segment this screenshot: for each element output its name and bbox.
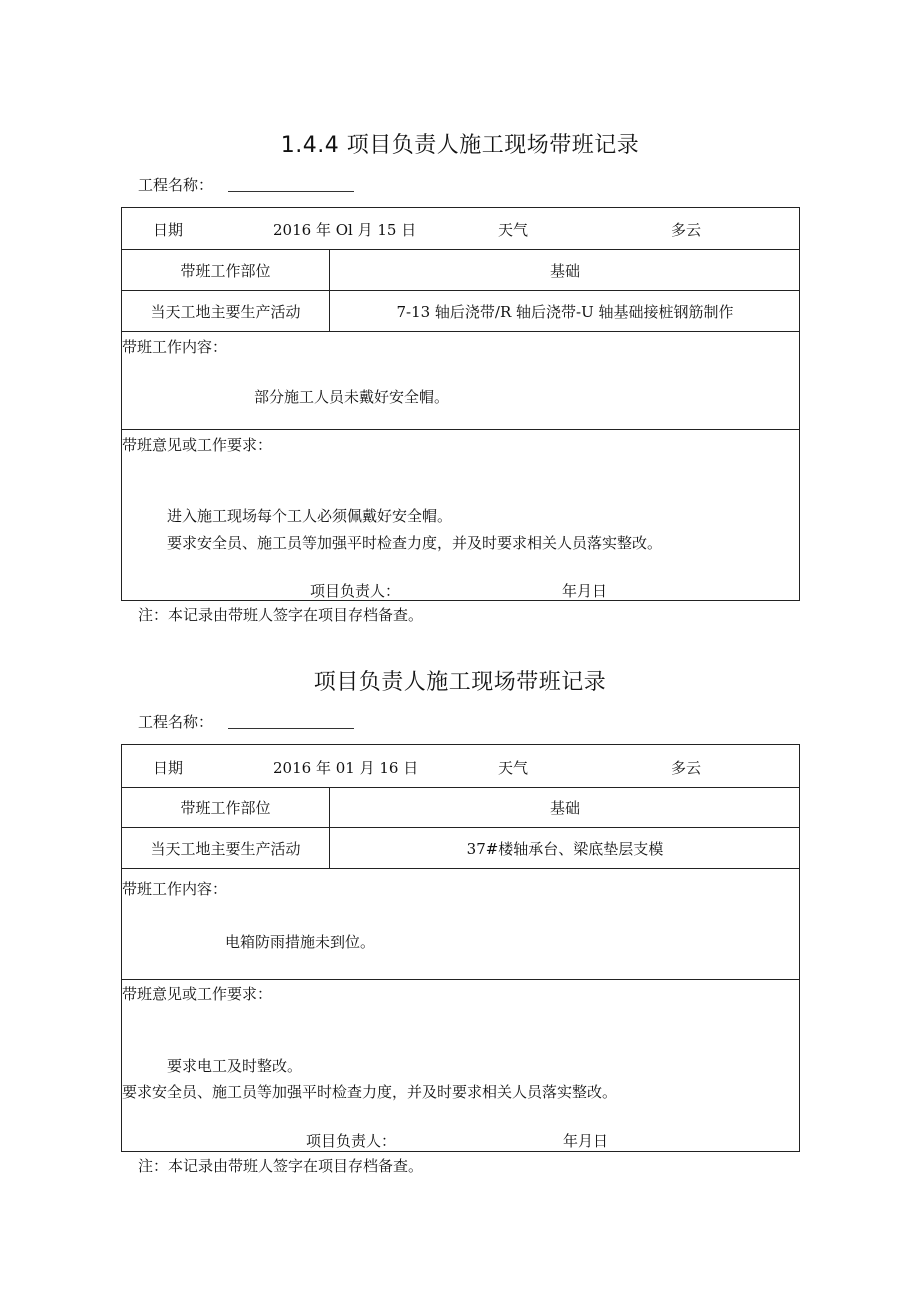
- page-title: 1.4.4 项目负责人施工现场带班记录: [280, 133, 640, 158]
- page-title: 项目负责人施工现场带班记录: [313, 670, 607, 695]
- project-name-label: 工程名称：: [138, 713, 214, 731]
- weather-label: 天气: [498, 221, 529, 239]
- content-label: 带班工作内容：: [122, 880, 228, 898]
- table-rule: [122, 827, 799, 828]
- weather-value: 多云: [671, 759, 702, 777]
- work-part-value: 基础: [549, 262, 580, 280]
- content-label: 带班工作内容：: [122, 338, 228, 356]
- content-text: 电箱防雨措施未到位。: [225, 933, 376, 951]
- date-label: 日期: [153, 759, 184, 777]
- table-rule: [122, 290, 799, 291]
- sign-date-label: 年月日: [563, 1132, 609, 1150]
- work-part-label: 带班工作部位: [180, 262, 271, 280]
- opinion-line-1: 进入施工现场每个工人必须佩戴好安全帽。: [167, 507, 453, 525]
- record-table: [121, 744, 800, 1152]
- work-part-label: 带班工作部位: [180, 799, 271, 817]
- weather-label: 天气: [498, 759, 529, 777]
- table-rule: [122, 429, 799, 430]
- opinion-line-2: 要求安全员、施工员等加强平时检查力度，并及时要求相关人员落实整改。: [122, 1083, 618, 1101]
- sign-date-label: 年月日: [562, 582, 608, 600]
- date-label: 日期: [153, 221, 184, 239]
- activity-value: 7-13 轴后浇带/R 轴后浇带-U 轴基础接桩钢筋制作: [396, 303, 734, 321]
- activity-value: 37#楼轴承台、梁底垫层支模: [466, 840, 664, 858]
- responsible-label: 项目负责人：: [306, 1132, 397, 1150]
- date-value: 2016 年 Ol 月 15 日: [273, 221, 417, 239]
- footnote: 注：本记录由带班人签字在项目存档备查。: [138, 606, 424, 624]
- footnote: 注：本记录由带班人签字在项目存档备查。: [138, 1157, 424, 1175]
- content-text: 部分施工人员未戴好安全帽。: [254, 388, 450, 406]
- table-rule: [122, 331, 799, 332]
- activity-label: 当天工地主要生产活动: [150, 303, 301, 321]
- opinion-line-2: 要求安全员、施工员等加强平时检查力度，并及时要求相关人员落实整改。: [167, 534, 663, 552]
- responsible-label: 项目负责人：: [310, 582, 401, 600]
- weather-value: 多云: [671, 221, 702, 239]
- record-table: [121, 207, 800, 601]
- table-rule: [122, 787, 799, 788]
- activity-label: 当天工地主要生产活动: [150, 840, 301, 858]
- project-name-field[interactable]: [228, 191, 354, 192]
- opinion-label: 带班意见或工作要求：: [122, 436, 273, 454]
- work-part-value: 基础: [549, 799, 580, 817]
- table-rule: [122, 979, 799, 980]
- opinion-label: 带班意见或工作要求：: [122, 985, 273, 1003]
- table-rule: [122, 249, 799, 250]
- opinion-line-1: 要求电工及时整改。: [167, 1057, 303, 1075]
- date-value: 2016 年 01 月 16 日: [273, 759, 419, 777]
- table-rule: [122, 868, 799, 869]
- project-name-field[interactable]: [228, 728, 354, 729]
- project-name-label: 工程名称：: [138, 176, 214, 194]
